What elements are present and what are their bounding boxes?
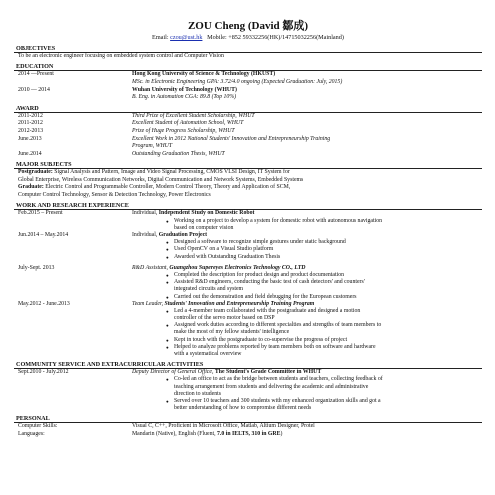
personal-skills bbox=[14, 423, 482, 431]
award-item bbox=[14, 113, 482, 121]
award-text: Excellent Work in 2012 National Students' Innovation and Entrepreneurship Training bbox=[132, 135, 331, 142]
work-role: R&D Assistant, bbox=[132, 264, 170, 271]
mobile-text: Mobile: +852 59332256(HK)/14715032256(Mainland) bbox=[207, 34, 344, 41]
work-bullet-cont: integrated circuits and system bbox=[174, 286, 244, 293]
work-date: July-Sept. 2013 bbox=[18, 264, 55, 271]
award-date: 2012-2013 bbox=[18, 127, 44, 134]
postgrad-text: Signal Analysis and Pattern, Image and Video Signal Processing, CMOS VLSI Design, IT System for bbox=[54, 169, 290, 176]
education-detail: MSc. in Electronic Engineering GPA: 3.72/4.0 ongoing (Expected Graduation: July, 2015) bbox=[132, 79, 343, 85]
work-bullet: ● Assisted R&D engineers, conducting the basic test of cash detectors' and counters' bbox=[174, 279, 482, 286]
education-detail-row bbox=[14, 94, 482, 102]
community-date: Sept.2010 - July.2012 bbox=[18, 368, 69, 375]
award-item bbox=[14, 151, 482, 159]
personal-languages bbox=[14, 431, 482, 439]
award-text: Outstanding Graduation Thesis, WHUT bbox=[132, 150, 225, 157]
award-item bbox=[14, 120, 482, 128]
email-label: Email: bbox=[152, 34, 169, 41]
work-bullet-cont: based on computer vision bbox=[174, 224, 234, 231]
postgrad-text-2: Global Enterprise, Wireless Communication Networks, Digital Communication and Network Systems, Embedded Systems bbox=[18, 176, 304, 183]
award-item bbox=[14, 143, 482, 151]
major-postgrad bbox=[14, 169, 482, 184]
award-date: 2011-2012 bbox=[18, 112, 43, 119]
objectives-heading: OBJECTIVES bbox=[14, 45, 482, 53]
work-title: Independent Study on Domestic Robot bbox=[158, 209, 255, 216]
award-heading: AWARD bbox=[14, 105, 482, 113]
work-title: Graduation Project bbox=[158, 231, 208, 238]
major-heading: MAJOR SUBJECTS bbox=[14, 161, 482, 169]
email-link[interactable]: czou@ust.hk bbox=[170, 34, 203, 41]
award-date: 2011-2012 bbox=[18, 120, 43, 127]
work-bullet: ● Working on a project to develop a system for domestic robot with autonomous navigation bbox=[174, 218, 482, 225]
community-heading: COMMUNITY SERVICE AND EXTRACURRICULAR ACTIVITIES bbox=[14, 361, 482, 369]
work-heading: WORK AND RESEARCH EXPERIENCE bbox=[14, 202, 482, 210]
education-detail-row bbox=[14, 79, 482, 87]
work-bullet: ● Awarded with Outstanding Graduation Thesis bbox=[174, 254, 482, 261]
contact-line bbox=[14, 33, 482, 42]
work-bullet: ● Completed the description for product design and product documentation bbox=[174, 272, 482, 279]
languages-text: Mandarin (Native), English (Fluent, bbox=[132, 430, 218, 437]
community-role: Deputy Director of General Office, bbox=[132, 368, 215, 375]
personal-heading: PERSONAL bbox=[14, 415, 482, 423]
work-bullet: ● Helped to analyze problems reported by team members both on software and hardware bbox=[174, 344, 482, 351]
work-date: Jun.2014 – May.2014 bbox=[18, 231, 69, 238]
languages-scores: 7.0 in IELTS, 310 in GRE bbox=[217, 430, 281, 437]
award-text: Excellent Student of Automation School, WHUT bbox=[132, 120, 244, 127]
objectives-text: To be an electronic engineer focusing on embedded system control and Computer Vision bbox=[18, 53, 224, 59]
community-bullet-cont: direction to students bbox=[174, 390, 222, 397]
community-bullet-cont: better understanding of how to compromise different needs bbox=[174, 404, 312, 411]
award-date: June.2013 bbox=[18, 135, 42, 142]
award-text: Prize of Huge Progress Scholarship, WHUT bbox=[132, 127, 235, 134]
grad-text-2: Computer Control Technology, Sensor & Detection Technology, Power Electronics bbox=[18, 191, 211, 198]
work-item bbox=[14, 210, 482, 218]
work-bullet: ● Carried out the demonstration and field debugging for the European customers bbox=[174, 294, 482, 301]
candidate-name: ZOU Cheng (David 鄒成) bbox=[187, 20, 309, 32]
grad-text: Electric Control and Programmable Controller, Modern Control Theory, Theory and Application of SCM, bbox=[45, 184, 291, 191]
education-date: 2014 —Present bbox=[18, 71, 54, 78]
work-bullet-cont: controller of the servo motor based on DSP bbox=[174, 315, 275, 322]
education-school: Wuhan University of Technology (WHUT) bbox=[132, 86, 237, 93]
award-text: Third Prize of Excellent Student Scholarship, WHUT bbox=[132, 112, 255, 119]
community-bullet-cont: teaching arrangement from students and delivering the academic and administrative bbox=[174, 383, 369, 390]
resume-page bbox=[14, 20, 482, 438]
major-grad bbox=[14, 184, 482, 199]
work-date: Feb.2015 – Present bbox=[18, 209, 63, 216]
work-role: Team Leader, bbox=[132, 300, 165, 307]
education-detail: B. Eng. in Automation CGA: 89.8 (Top 10%) bbox=[132, 94, 237, 101]
languages-close: ) bbox=[280, 430, 283, 437]
award-text: Program, WHUT bbox=[132, 143, 173, 150]
award-item bbox=[14, 136, 482, 144]
grad-label: Graduate: bbox=[18, 184, 44, 191]
work-bullet-cont: with a systematical overview bbox=[174, 350, 242, 357]
skills-label: Computer Skills: bbox=[18, 422, 58, 429]
skills-text: Visual C, C++, Proficient in Microsoft Office, Matlab, Altium Designer, Protel bbox=[132, 422, 315, 429]
award-item bbox=[14, 128, 482, 136]
community-bullet: ● Co-led an office to act as the bridge between students and teachers, collecting feedback of bbox=[174, 376, 482, 383]
work-title: Guangzhou Supereyes Electronics Technology CO., LTD bbox=[169, 264, 306, 271]
work-bullet-cont: make the most of my fellow students' intelligence bbox=[174, 329, 290, 336]
work-bullet: ● Assigned work duties according to different specialties and strengths of team members to bbox=[174, 322, 482, 329]
award-date: June.2014 bbox=[18, 150, 42, 157]
work-bullet: ● Kept in touch with the postgraduate to co-supervise the progress of project bbox=[174, 337, 482, 344]
community-bullet: ● Served over 10 teachers and 300 students with my enhanced organization skills and got a bbox=[174, 398, 482, 405]
work-item bbox=[14, 301, 482, 309]
languages-label: Languages: bbox=[18, 430, 45, 437]
work-bullet: ● Led a 4-member team collaborated with the postgraduate and designed a motion bbox=[174, 308, 482, 315]
work-role: Individual, bbox=[132, 209, 159, 216]
work-bullet: ● Designed a software to recognize simple gestures under static background bbox=[174, 239, 482, 246]
education-date: 2010 — 2014 bbox=[18, 86, 50, 93]
community-title: The Student's Grade Committee in WHUT bbox=[214, 368, 322, 375]
postgrad-label: Postgraduate: bbox=[18, 169, 53, 176]
work-date: May.2012 - June.2013 bbox=[18, 300, 70, 307]
education-item bbox=[14, 71, 482, 79]
education-school: Hong Kong University of Science & Technology (HKUST) bbox=[132, 71, 276, 78]
education-heading: EDUCATION bbox=[14, 63, 482, 71]
work-role: Individual, bbox=[132, 231, 159, 238]
work-bullet: ● Used OpenCV on a Visual Studio platform bbox=[174, 246, 482, 253]
education-item bbox=[14, 87, 482, 95]
work-title: Students' Innovation and Entrepreneurship Training Program bbox=[164, 300, 315, 307]
